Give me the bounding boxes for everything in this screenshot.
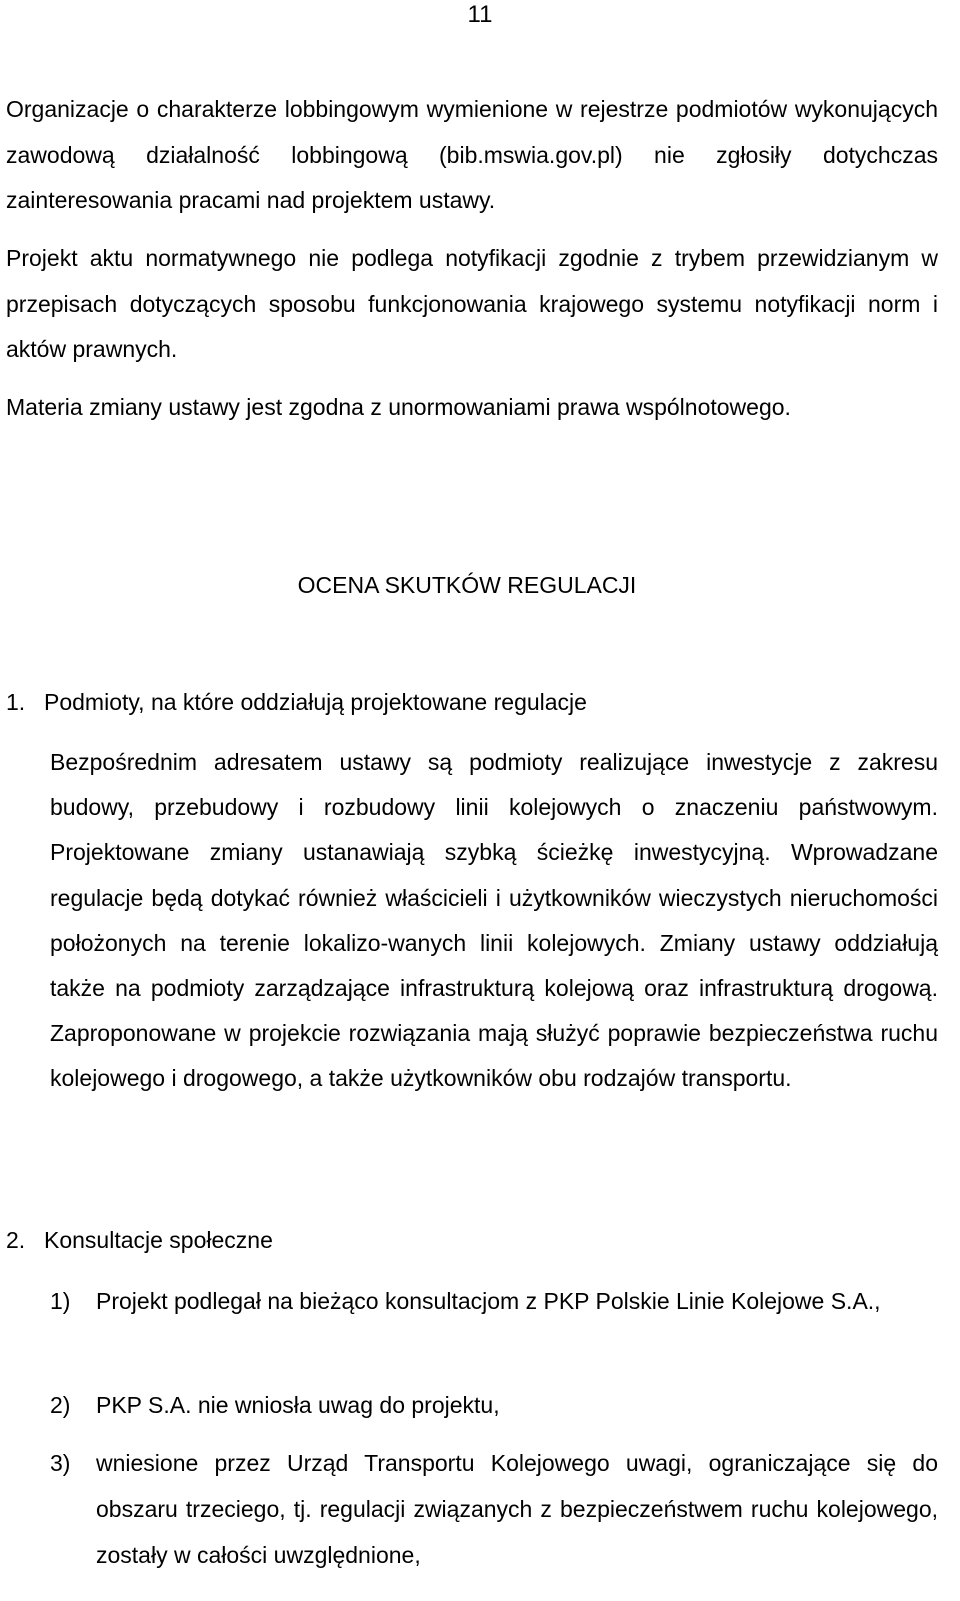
paragraph-notification: Projekt aktu normatywnego nie podlega notyfikacji zgodnie z trybem przewidzianym w przepisach dotyczących sposobu funkcjonowania krajowego systemu notyfikacji norm i aktów prawnych.: [6, 245, 938, 362]
section-1-title-text: Podmioty, na które oddziałują projektowane regulacje: [44, 689, 587, 715]
section-1-title: [6, 682, 587, 722]
section-2-title-text: Konsultacje społeczne: [44, 1227, 273, 1253]
list-item: [50, 1440, 938, 1578]
list-item-text: wniesione przez Urząd Transportu Kolejowego uwagi, ograniczające się do obszaru trzeciego, tj. regulacji związanych z bezpieczeństwem ruchu kolejowego, zostały w całości uwzględnione,: [96, 1450, 938, 1568]
section-heading: OCENA SKUTKÓW REGULACJI: [297, 572, 637, 598]
list-marker: 2): [50, 1392, 71, 1418]
section-1-number: 1.: [6, 689, 26, 715]
section-1-body: Bezpośrednim adresatem ustawy są podmioty realizujące inwestycje z zakresu budowy, przebudowy i rozbudowy linii kolejowych o znaczeniu państwowym. Projektowane zmiany ustanawiają szybką ścieżkę inwestycyjną. Wprowadzane regulacje będą dotykać również właścicieli i użytkowników wieczystych nieruchomości położonych na terenie lokalizo-wanych linii kolejowych. Zmiany ustawy oddziałują także na podmioty zarządzające infrastrukturą kolejową oraz infrastrukturą drogową. Zaproponowane w projekcie rozwiązania mają służyć poprawie bezpieczeństwa ruchu kolejowego i drogowego, a także użytkowników obu rodzajów transportu.: [50, 749, 938, 1092]
list-item-text: PKP S.A. nie wniosła uwag do projektu,: [96, 1392, 500, 1418]
section-2-number: 2.: [6, 1227, 26, 1253]
list-item: [50, 1278, 938, 1324]
section-2-title: [6, 1220, 273, 1260]
list-marker: 3): [50, 1450, 71, 1476]
paragraph-lobbying: Organizacje o charakterze lobbingowym wymienione w rejestrze podmiotów wykonujących zawodową działalność lobbingową (bib.mswia.gov.pl) nie zgłosiły dotychczas zainteresowania pracami nad projektem ustawy.: [6, 96, 938, 213]
list-item: [50, 1382, 938, 1428]
list-marker: 1): [50, 1288, 71, 1314]
list-item-text: Projekt podlegał na bieżąco konsultacjom z PKP Polskie Linie Kolejowe S.A.,: [96, 1288, 881, 1314]
page-number: 11: [467, 1, 493, 28]
paragraph-eu-law: Materia zmiany ustawy jest zgodna z unormowaniami prawa wspólnotowego.: [6, 394, 791, 420]
